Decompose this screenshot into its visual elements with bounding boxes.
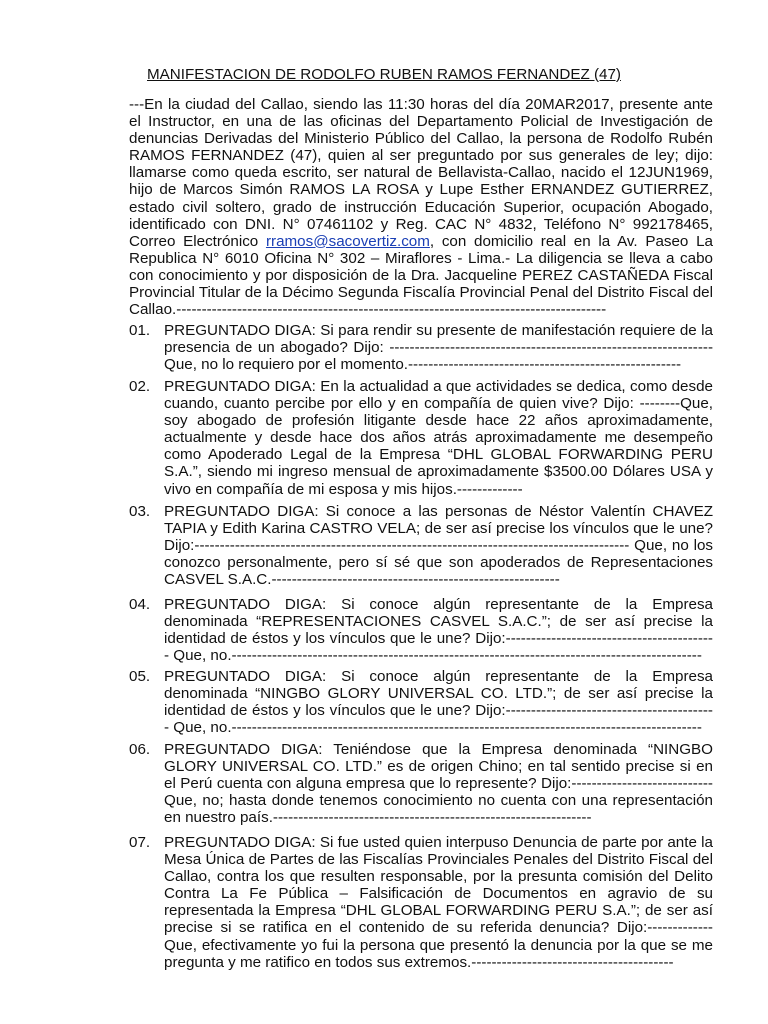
question-number: 06. — [129, 741, 151, 758]
question-text: PREGUNTADO DIGA: Si conoce algún representante de la Empresa denominada “NINGBO GLORY UNIVERSAL CO. LTD.”; de ser así precise la identidad de éstos y los vínculos que le une? Dijo:------------------------------------------ Que, no.--------------------------------------------------------------------------------------------- — [164, 668, 713, 737]
question-text: PREGUNTADO DIGA: Si conoce a las personas de Néstor Valentín CHAVEZ TAPIA y Edith Karina CASTRO VELA; de ser así precise los vínculos que le une? Dijo:-------------------------------------------------------------------------------------- Que, no los conozco personalmente, pero sí sé que son apoderados de Representaciones CASVEL S.A.C.--------------------------------------------------------- — [164, 503, 713, 589]
intro-text-part-2: , con domicilio real en la Av. Paseo La Republica N° 6010 Oficina N° 302 – Miraflores - Lima.- La diligencia se lleva a cabo con conocimiento y por disposición de la Dra. Jacqueline PEREZ CASTAÑEDA Fiscal Provincial Titular de la Décimo Segunda Fiscalía Provincial Penal del Distrito Fiscal del Callao.------------------------------------------------------------------------------------- — [129, 232, 713, 319]
question-text: PREGUNTADO DIGA: Si fue usted quien interpuso Denuncia de parte por ante la Mesa Única de Partes de las Fiscalías Provinciales Penales del Distrito Fiscal del Callao, contra los que resulten responsable, por la presunta comisión del Delito Contra La Fe Pública – Falsificación de Documentos en agravio de su representada la Empresa “DHL GLOBAL FORWARDING PERU S.A.”; de ser así precise si se ratifica en el contenido de su referida denuncia? Dijo:------------- Que, efectivamente yo fui la persona que presentó la denuncia por la que se me pregunta y me ratifico en todos sus extremos.---------------------------------------- — [164, 834, 713, 971]
question-number: 07. — [129, 834, 151, 851]
question-text: PREGUNTADO DIGA: Si conoce algún representante de la Empresa denominada “REPRESENTACIONES CASVEL S.A.C.”; de ser así precise la identidad de éstos y los vínculos que le une? Dijo:------------------------------------------ Que, no.--------------------------------------------------------------------------------------------- — [164, 596, 713, 665]
document-title: MANIFESTACION DE RODOLFO RUBEN RAMOS FERNANDEZ (47) — [147, 66, 621, 83]
question-number: 04. — [129, 596, 151, 613]
intro-text-part-1: ---En la ciudad del Callao, siendo las 11:30 horas del día 20MAR2017, presente ante el Instructor, en una de las oficinas del Departamento Policial de Investigación de denuncias Derivadas del Ministerio Público del Callao, la persona de Rodolfo Rubén RAMOS FERNANDEZ (47), quien al ser preguntado por sus generales de ley; dijo: llamarse como queda escrito, ser natural de Bellavista-Callao, nacido el 12JUN1969, hijo de Marcos Simón RAMOS LA ROSA y Lupe Esther ERNANDEZ GUTIERREZ, estado civil soltero, grado de instrucción Educación Superior, ocupación Abogado, identificado con DNI. N° 07461102 y Reg. CAC N° 4832, Teléfono N° 992178465, Correo Electrónico — [129, 96, 713, 250]
question-text: PREGUNTADO DIGA: En la actualidad a que actividades se dedica, como desde cuando, cuanto percibe por ello y en compañía de quien vive? Dijo: --------Que, soy abogado de profesión litigante desde hace 22 años aproximadamente, actualmente y desde hace dos años atrás aproximadamente me desempeño como Apoderado Legal de la Empresa “DHL GLOBAL FORWARDING PERU S.A.”, siendo mi ingreso mensual de aproximadamente $3500.00 Dólares USA y vivo en compañía de mi esposa y mis hijos.------------- — [164, 378, 713, 498]
intro-paragraph — [129, 96, 713, 318]
email-link[interactable]: rramos@sacovertiz.com — [265, 232, 430, 250]
question-number: 05. — [129, 668, 151, 685]
question-number: 01. — [129, 322, 151, 339]
question-number: 02. — [129, 378, 151, 395]
question-text: PREGUNTADO DIGA: Teniéndose que la Empresa denominada “NINGBO GLORY UNIVERSAL CO. LTD.” es de origen Chino; en tal sentido precise si en el Perú cuenta con alguna empresa que lo represente? Dijo:---------------------------- Que, no; hasta donde tenemos conocimiento no cuenta con una representación en nuestro país.--------------------------------------------------------------- — [164, 741, 713, 827]
question-number: 03. — [129, 503, 151, 520]
question-text: PREGUNTADO DIGA: Si para rendir su presente de manifestación requiere de la presencia de un abogado? Dijo: ----------------------------------------------------------------Que, no lo requiero por el momento.------------------------------------------------------ — [164, 322, 713, 374]
